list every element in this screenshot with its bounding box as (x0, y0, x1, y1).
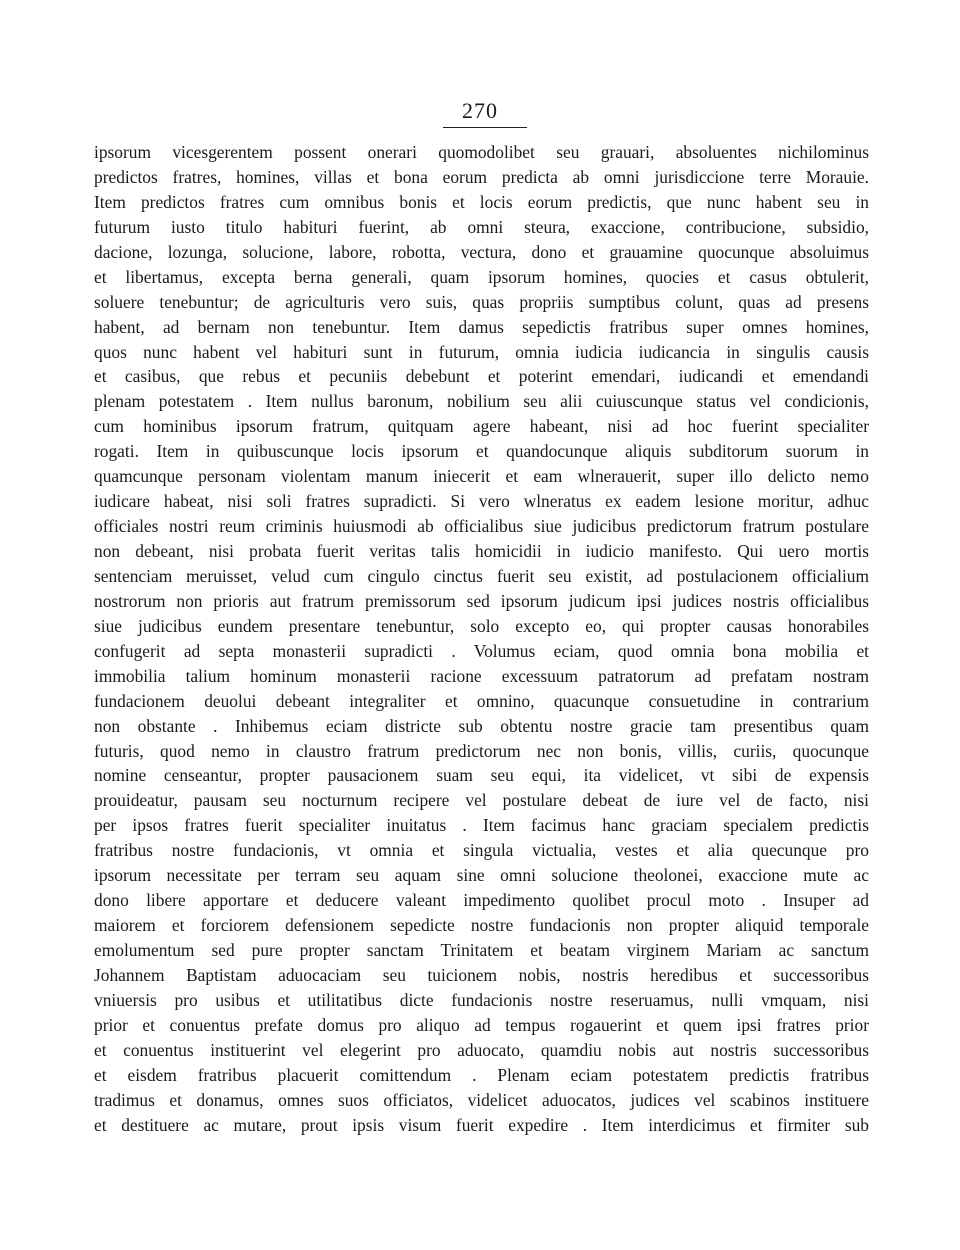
text-line: prouideatur, pausam seu nocturnum recipere vel postulare debeat de iure vel de facto, nisi (94, 790, 869, 811)
text-line: vniuersis pro usibus et utilitatibus dicte fundacionis nostre reseruamus, nulli vmquam, nisi (94, 989, 869, 1010)
text-line: soluere tenebuntur; de agriculturis vero suis, quas propriis sumptibus colunt, quas ad presens (94, 291, 869, 312)
text-line: non debeant, nisi probata fuerit veritas talis homicidii in iudicio manifesto. Qui uero mortis (94, 541, 869, 561)
text-line: nomine censeantur, propter pausacionem suam seu equi, ita videlicet, vt sibi de expensis (94, 765, 869, 786)
text-line: per ipsos fratres fuerit specialiter inuitatus . Item facimus hanc graciam specialem predictis (94, 815, 869, 836)
text-line: quamcunque personam violentam manum iniecerit et eam wlnerauerit, super illo delicto nemo (94, 466, 869, 487)
text-line: cum hominibus ipsorum fratrum, quitquam agere habeant, nisi ad hoc fuerint specialiter (94, 416, 869, 437)
text-line: predictos fratres, homines, villas et bona eorum predicta ab omni jurisdiccione terre Morauie. (94, 166, 869, 187)
text-line: Item predictos fratres cum omnibus bonis et locis eorum predictis, que nunc habent seu in (94, 191, 869, 212)
text-line: nostrorum non prioris aut fratrum premissorum sed ipsorum judicum ipsi judices nostris officialibus (94, 590, 870, 611)
text-line: iudicare habeat, nisi soli fratres supradicti. Si vero wlneratus ex eadem lesione moritur, adhuc (94, 491, 869, 512)
text-line: immobilia talium hominum monasterii racione excessuum patratorum ad prefatam nostram (94, 665, 869, 686)
text-line: plenam potestatem . Item nullus baronum, nobilium seu alii cuiuscunque status vel condicionis, (94, 391, 869, 412)
text-line: officiales nostri reum criminis huiusmodi ab officialibus siue judicibus predictorum fratrum postulare (94, 516, 869, 537)
text-line: et eisdem fratribus placuerit comittendum . Plenam eciam potestatem predictis fratribus (94, 1064, 869, 1085)
text-line: et libertamus, excepta berna generali, quam ipsorum homines, quocies et casus obtulerit, (94, 266, 869, 287)
text-line: tradimus et donamus, omnes suos officiatos, videlicet aduocatos, judices vel scabinos instituere (94, 1089, 869, 1110)
text-line: prior et conuentus prefate domus pro aliquo ad tempus rogauerint et quem ipsi fratres prior (94, 1014, 869, 1035)
text-line: ipsorum necessitate per terram seu aquam sine omni solucione theolonei, exaccione mute ac (94, 865, 869, 886)
text-line: futurum iusto titulo habituri fuerint, ab omni steura, exaccione, contribucione, subsidio, (94, 216, 869, 237)
text-line: et casibus, que rebus et pecuniis debebunt et poterint emendari, iudicandi et emendandi (94, 366, 869, 387)
text-line: dacione, lozunga, solucione, labore, robotta, vectura, dono et grauamine quocunque absoluimus (94, 241, 869, 262)
text-line: sentenciam meruisset, velud cum cingulo cinctus fuerit seu existit, ad postulacionem officialium (94, 565, 869, 586)
text-line: fundacionem deuolui debeant integraliter et omnino, quacunque consuetudine in contrarium (94, 690, 869, 711)
page-number-rule (443, 127, 527, 128)
text-line: Johannem Baptistam aduocaciam seu tuicionem nobis, nostris heredibus et successoribus (94, 964, 869, 985)
text-line: et destituere ac mutare, prout ipsis visum fuerit expedire . Item interdicimus et firmiter sub (94, 1114, 869, 1135)
text-line: et conuentus instituerint vel elegerint pro aduocato, quamdiu nobis aut nostris successoribus (94, 1039, 869, 1060)
text-line: siue judicibus eundem presentare tenebuntur, solo excepto eo, qui propter causas honorabiles (94, 615, 869, 636)
text-line: non obstante . Inhibemus eciam districte sub obtentu nostre gracie tam presentibus quam (94, 715, 869, 736)
text-line: habent, ad bernam non tenebuntur. Item damus sepedictis fratribus super omnes homines, (94, 316, 870, 337)
text-line: emolumentum sed pure propter sanctam Trinitatem et beatam virginem Mariam ac sanctum (94, 940, 869, 960)
text-line: futuris, quod nemo in claustro fratrum predictorum nec non bonis, villis, curiis, quocunque (94, 740, 869, 761)
body-text (94, 140, 869, 1138)
text-line: rogati. Item in quibuscunque locis ipsorum et quandocunque aliquis subditorum suorum in (94, 441, 869, 462)
text-line: quos nunc habent vel habituri sunt in futurum, omnia iudicia iudicancia in singulis causis (94, 341, 869, 362)
page-number: 270 (462, 98, 498, 123)
text-line: fratribus nostre fundacionis, vt omnia et singula victualia, vestes et alia quecunque pro (94, 840, 869, 861)
text-line: maiorem et forciorem defensionem sepedicte nostre fundacionis non propter aliquid temporale (94, 915, 869, 936)
text-line: ipsorum vicesgerentem possent onerari quomodolibet seu grauari, absoluentes nichilominus (94, 142, 869, 162)
text-line: dono libere apportare et deducere valeant impedimento quolibet procul moto . Insuper ad (94, 890, 869, 911)
text-line: confugerit ad septa monasterii supradicti . Volumus eciam, quod omnia bona mobilia et (94, 640, 869, 661)
